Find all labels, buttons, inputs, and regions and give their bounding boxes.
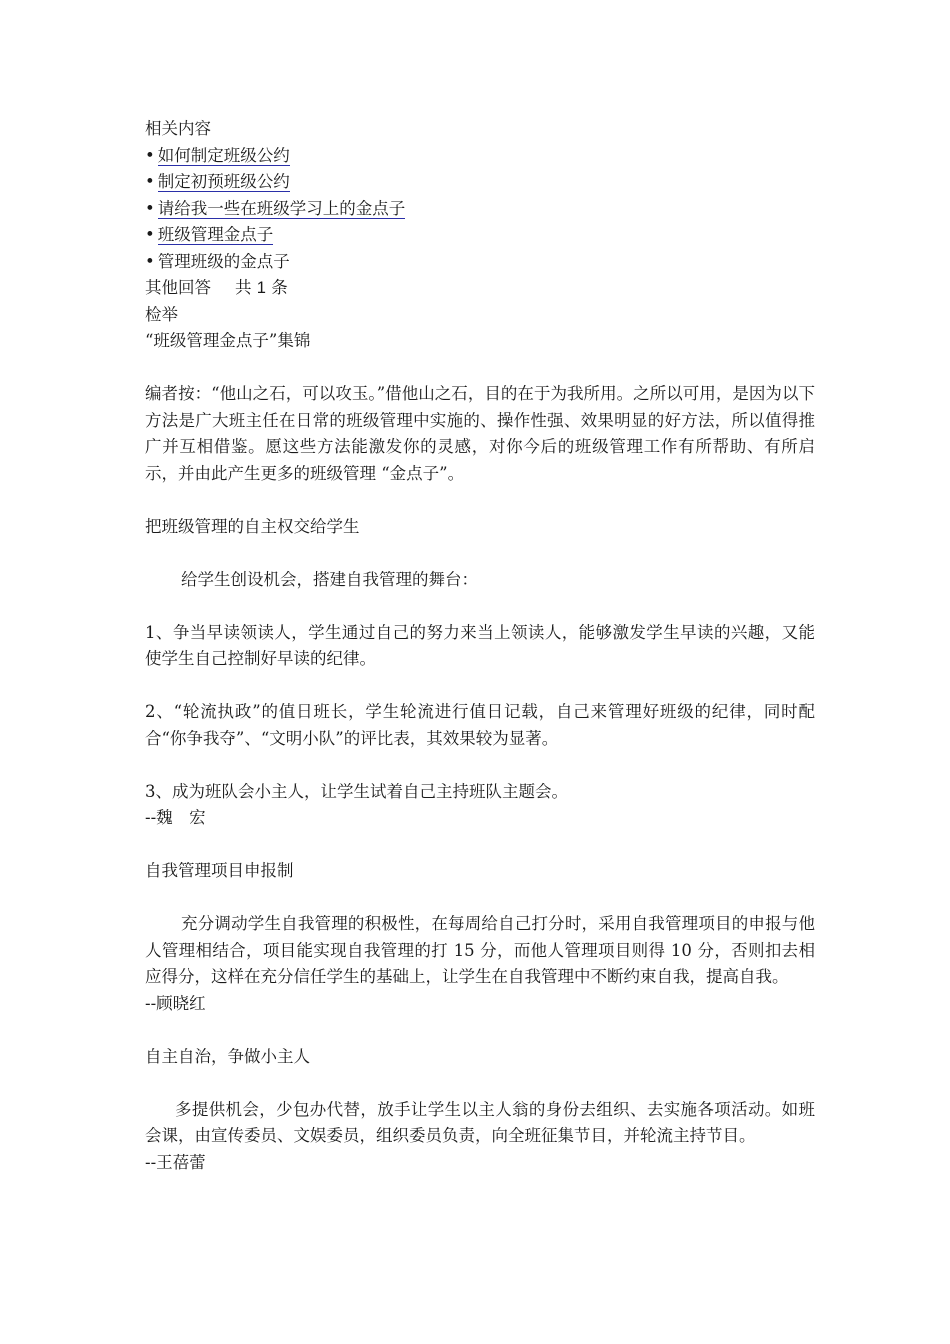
- other-answers-label: 其他回答: [145, 278, 211, 297]
- bullet-icon: •: [145, 198, 155, 218]
- report-link[interactable]: 检举: [145, 304, 178, 324]
- bullet-icon: •: [145, 172, 155, 191]
- related-link[interactable]: 如何制定班级公约: [157, 145, 290, 165]
- list-item: 3、成为班队会小主人，让学生试着自己主持班队主题会。: [145, 781, 568, 801]
- bullet-icon: •: [145, 251, 155, 271]
- count-suffix: 条: [271, 278, 288, 297]
- list-item: 2、“轮流执政”的值日班长，学生轮流进行值日记载，自己来管理好班级的纪律，同时配合“你争我夺”、“文明小队”的评比表，其效果较为显著。: [145, 702, 815, 748]
- related-item: [145, 222, 815, 249]
- section-body: 充分调动学生自我管理的积极性，在每周给自己打分时，采用自我管理项目的申报与他人管理相结合，项目能实现自我管理的打 15 分，而他人管理项目则得 10 分，否则扣去相应得分，这样在充分信任学生的基础上，让学生在自我管理中不断约束自我，提高自我。: [145, 914, 815, 986]
- related-item: [145, 169, 815, 196]
- section-heading: 自主自治，争做小主人: [145, 1046, 310, 1066]
- related-item: [145, 249, 815, 276]
- count-value: 1: [256, 279, 266, 297]
- other-answers-count: [145, 275, 815, 302]
- editor-note: 编者按：“他山之石，可以攻玉。”借他山之石，目的在于为我所用。之所以可用，是因为以下方法是广大班主任在日常的班级管理中实施的、操作性强、效果明显的好方法，所以值得推广并互相借鉴。愿这些方法能激发你的灵感，对你今后的班级管理工作有所帮助、有所启示，并由此产生更多的班级管理 “金点子”。: [145, 384, 815, 483]
- section-heading: 把班级管理的自主权交给学生: [145, 516, 360, 536]
- count-prefix: 共: [235, 278, 252, 297]
- bullet-icon: •: [145, 225, 155, 244]
- related-heading: 相关内容: [145, 119, 211, 138]
- bullet-icon: •: [145, 145, 155, 165]
- author-signature: --魏 宏: [145, 808, 206, 827]
- related-text: 管理班级的金点子: [157, 251, 290, 271]
- author-signature: --顾晓红: [145, 993, 206, 1013]
- document-page: [145, 116, 815, 1176]
- list-item: 1、争当早读领读人，学生通过自己的努力来当上领读人，能够激发学生早读的兴趣，又能使学生自己控制好早读的纪律。: [145, 622, 815, 668]
- related-link[interactable]: 班级管理金点子: [157, 225, 274, 244]
- section-intro: 给学生创设机会，搭建自我管理的舞台：: [181, 569, 478, 589]
- section-heading: 自我管理项目申报制: [145, 861, 294, 880]
- article-title: “班级管理金点子”集锦: [145, 331, 311, 350]
- related-link[interactable]: 制定初预班级公约: [157, 172, 290, 191]
- section-body: 多提供机会，少包办代替，放手让学生以主人翁的身份去组织、去实施各项活动。如班会课，由宣传委员、文娱委员，组织委员负责，向全班征集节目，并轮流主持节目。: [145, 1099, 815, 1145]
- related-link[interactable]: 请给我一些在班级学习上的金点子: [157, 198, 406, 218]
- author-signature: --王蓓蕾: [145, 1152, 206, 1172]
- related-item: [145, 196, 815, 223]
- related-item: [145, 143, 815, 170]
